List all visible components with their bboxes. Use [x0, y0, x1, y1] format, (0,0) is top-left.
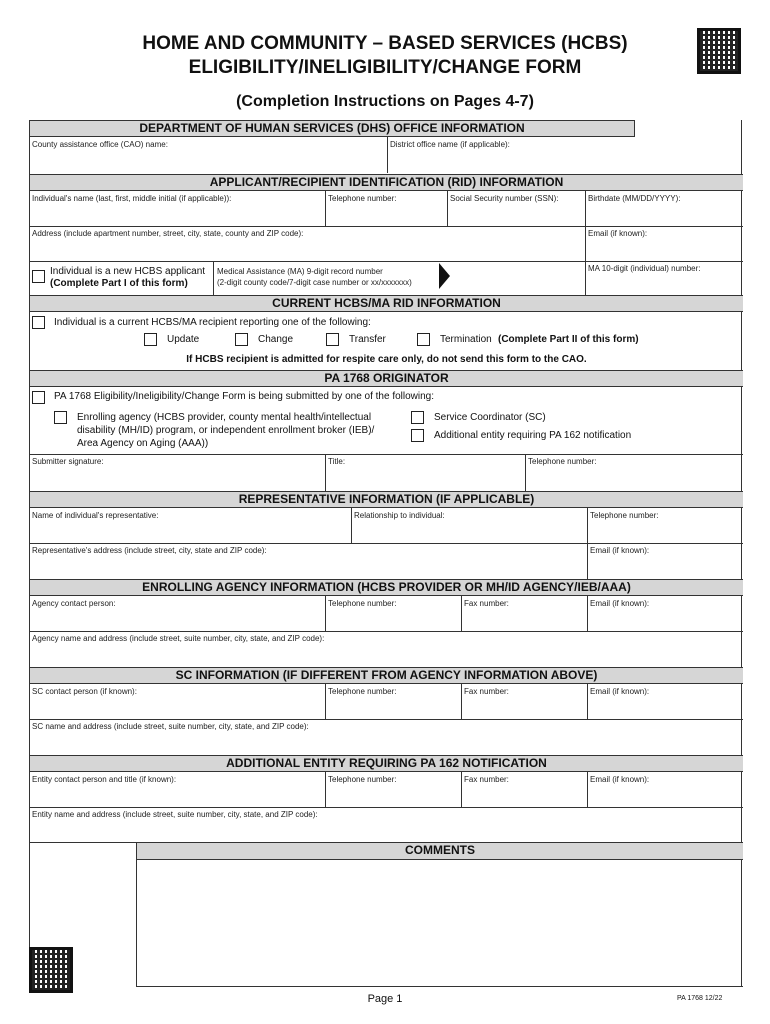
- agency-contact-label: Agency contact person:: [32, 599, 116, 608]
- cao-name-label: County assistance office (CAO) name:: [32, 140, 168, 149]
- entity-phone-label: Telephone number:: [328, 775, 397, 784]
- form-title-line1: HOME AND COMMUNITY – BASED SERVICES (HCBS): [142, 33, 628, 54]
- entity-fax-label: Fax number:: [464, 775, 509, 784]
- agency-fax-label: Fax number:: [464, 599, 509, 608]
- termination-checkbox[interactable]: [417, 333, 430, 346]
- enrolling-agency-heading: ENROLLING AGENCY INFORMATION (HCBS PROVIDER OR MH/ID AGENCY/IEB/AAA): [30, 579, 743, 596]
- enrolling-agency-line3: Area Agency on Aging (AAA)): [77, 438, 209, 449]
- comments-heading: COMMENTS: [136, 842, 743, 860]
- new-applicant-label: Individual is a new HCBS applicant: [50, 266, 206, 277]
- change-label: Change: [258, 334, 294, 345]
- sc-checkbox[interactable]: [411, 411, 424, 424]
- barcode-top: [697, 28, 741, 74]
- birthdate-label: Birthdate (MM/DD/YYYY):: [588, 194, 681, 203]
- page-number: Page 1: [367, 993, 403, 1005]
- form-subtitle: (Completion Instructions on Pages 4-7): [236, 93, 534, 110]
- enrolling-agency-checkbox[interactable]: [54, 411, 67, 424]
- form-body: [29, 120, 742, 987]
- rid-heading: APPLICANT/RECIPIENT IDENTIFICATION (RID) INFORMATION: [30, 174, 743, 191]
- originator-heading: PA 1768 ORIGINATOR: [30, 370, 743, 387]
- sc-option-label: Service Coordinator (SC): [434, 412, 546, 423]
- arrow-right-icon: [439, 263, 450, 289]
- originator-submitted-label: PA 1768 Eligibility/Ineligibility/Change Form is being submitted by one of the following:: [54, 391, 435, 402]
- representative-address-label: Representative's address (include street, city, state and ZIP code):: [32, 546, 267, 555]
- comments-field[interactable]: [136, 860, 743, 987]
- rid-email-label: Email (if known):: [588, 229, 648, 238]
- submitter-title-label: Title:: [328, 457, 346, 466]
- individual-name-label: Individual's name (last, first, middle initial (if applicable)):: [32, 194, 232, 203]
- submitter-signature-label: Submitter signature:: [32, 457, 104, 466]
- ma-record-format: (2-digit county code/7-digit case number or xx/xxxxxxx): [217, 278, 412, 287]
- sc-contact-label: SC contact person (if known):: [32, 687, 137, 696]
- change-checkbox[interactable]: [235, 333, 248, 346]
- current-recipient-label: Individual is a current HCBS/MA recipient reporting one of the following:: [54, 317, 371, 328]
- ssn-label: Social Security number (SSN):: [450, 194, 559, 203]
- barcode-bottom: [29, 947, 73, 993]
- sc-fax-label: Fax number:: [464, 687, 509, 696]
- representative-name-label: Name of individual's representative:: [32, 511, 159, 520]
- entity-heading: ADDITIONAL ENTITY REQUIRING PA 162 NOTIFICATION: [30, 755, 743, 772]
- termination-note: (Complete Part II of this form): [498, 334, 639, 345]
- district-office-label: District office name (if applicable):: [390, 140, 510, 149]
- submitter-phone-label: Telephone number:: [528, 457, 597, 466]
- relationship-label: Relationship to individual:: [354, 511, 445, 520]
- rid-phone-label: Telephone number:: [328, 194, 397, 203]
- pa162-option-label: Additional entity requiring PA 162 notification: [434, 430, 632, 441]
- sc-heading: SC INFORMATION (IF DIFFERENT FROM AGENCY INFORMATION ABOVE): [30, 667, 743, 684]
- representative-email-label: Email (if known):: [590, 546, 650, 555]
- new-applicant-checkbox[interactable]: [32, 270, 45, 283]
- enrolling-agency-line1: Enrolling agency (HCBS provider, county mental health/intellectual: [77, 412, 372, 423]
- pa162-checkbox[interactable]: [411, 429, 424, 442]
- ma-record-label: Medical Assistance (MA) 9-digit record number: [217, 267, 383, 276]
- update-label: Update: [167, 334, 200, 345]
- agency-phone-label: Telephone number:: [328, 599, 397, 608]
- enrolling-agency-line2: disability (MH/ID) program, or independent enrollment broker (IEB)/: [77, 425, 375, 436]
- entity-address-label: Entity name and address (include street, suite number, city, state, and ZIP code):: [32, 810, 318, 819]
- sc-address-label: SC name and address (include street, suite number, city, state, and ZIP code):: [32, 722, 309, 731]
- form-title-line2: ELIGIBILITY/INELIGIBILITY/CHANGE FORM: [188, 57, 582, 78]
- respite-note: If HCBS recipient is admitted for respite care only, do not send this form to the CAO.: [186, 354, 587, 365]
- current-recipient-checkbox[interactable]: [32, 316, 45, 329]
- representative-heading: REPRESENTATIVE INFORMATION (IF APPLICABLE): [30, 491, 743, 508]
- agency-address-label: Agency name and address (include street, suite number, city, state, and ZIP code):: [32, 634, 325, 643]
- termination-label: Termination: [440, 334, 492, 345]
- current-heading: CURRENT HCBS/MA RID INFORMATION: [30, 295, 743, 312]
- rid-address-label: Address (include apartment number, street, city, state, county and ZIP code):: [32, 229, 304, 238]
- entity-contact-label: Entity contact person and title (if known):: [32, 775, 177, 784]
- form-code: PA 1768 12/22: [677, 995, 723, 1002]
- agency-email-label: Email (if known):: [590, 599, 650, 608]
- sc-email-label: Email (if known):: [590, 687, 650, 696]
- new-applicant-note: (Complete Part I of this form): [50, 278, 188, 289]
- ma10-label: MA 10-digit (individual) number:: [588, 264, 701, 273]
- originator-checkbox[interactable]: [32, 391, 45, 404]
- entity-email-label: Email (if known):: [590, 775, 650, 784]
- transfer-label: Transfer: [349, 334, 386, 345]
- dhs-heading: DEPARTMENT OF HUMAN SERVICES (DHS) OFFICE INFORMATION: [30, 120, 635, 137]
- transfer-checkbox[interactable]: [326, 333, 339, 346]
- representative-phone-label: Telephone number:: [590, 511, 659, 520]
- update-checkbox[interactable]: [144, 333, 157, 346]
- sc-phone-label: Telephone number:: [328, 687, 397, 696]
